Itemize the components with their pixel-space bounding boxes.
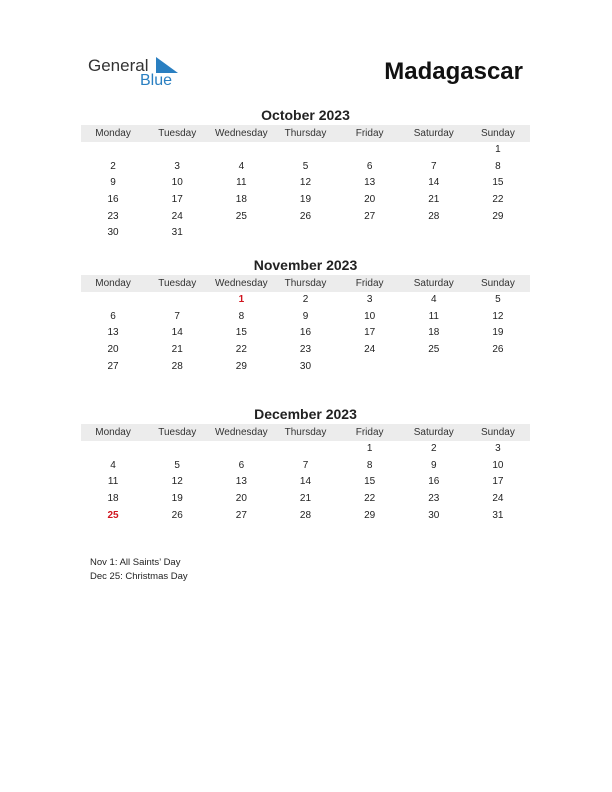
- day-cell: 27: [107, 360, 119, 372]
- weekday-header: Wednesday: [209, 275, 273, 292]
- weekday-header: Tuesday: [145, 275, 209, 292]
- weekday-header: Thursday: [273, 125, 337, 142]
- day-cell: 8: [495, 160, 501, 172]
- day-cell: 4: [430, 294, 437, 305]
- weekday-header: Sunday: [466, 125, 530, 142]
- day-cell: 25: [428, 344, 440, 356]
- day-cell: 25: [235, 210, 247, 222]
- day-cell: 9: [430, 459, 437, 471]
- day-cell: 16: [107, 194, 119, 206]
- day-cell: 23: [428, 493, 440, 505]
- day-cell: 19: [299, 194, 312, 206]
- day-cell: 15: [235, 327, 247, 339]
- day-cell: 7: [302, 459, 309, 471]
- day-cell: 5: [495, 294, 501, 305]
- day-cell: 13: [107, 327, 119, 339]
- general-blue-logo: [88, 56, 188, 92]
- empty-day-cell: [402, 142, 466, 159]
- weekday-header: Monday: [81, 125, 145, 142]
- day-cell: 6: [366, 160, 373, 172]
- day-cell: 28: [171, 360, 183, 372]
- day-cell: 11: [428, 310, 439, 322]
- empty-day-cell: [209, 441, 273, 458]
- calendar-grid: [81, 275, 530, 375]
- day-cell: 20: [235, 493, 247, 505]
- month-title: November 2023: [253, 257, 358, 273]
- day-cell: 17: [171, 194, 183, 206]
- empty-day-cell: [273, 441, 337, 458]
- day-cell: 2: [430, 443, 437, 454]
- day-cell: 4: [110, 459, 116, 471]
- day-cell: 2: [110, 160, 116, 172]
- day-cell: 18: [107, 493, 119, 505]
- day-cell: 14: [428, 177, 440, 189]
- holiday-note: Nov 1: All Saints’ Day: [90, 557, 181, 568]
- day-cell: 11: [236, 177, 247, 189]
- day-cell: 28: [428, 210, 440, 222]
- empty-day-cell: [209, 142, 273, 159]
- day-cell: 24: [364, 344, 376, 356]
- day-cell: 8: [366, 459, 373, 471]
- day-cell: 9: [302, 310, 309, 322]
- day-cell: 4: [238, 160, 245, 172]
- day-cell: 6: [110, 310, 116, 322]
- weekday-header: Sunday: [466, 275, 530, 292]
- empty-day-cell: [145, 142, 209, 159]
- day-cell: 14: [171, 327, 183, 339]
- empty-day-cell: [402, 225, 466, 242]
- day-cell: 16: [428, 476, 440, 488]
- weekday-header: Tuesday: [145, 424, 209, 441]
- day-cell: 10: [171, 177, 183, 189]
- day-cell: 27: [235, 509, 247, 521]
- empty-day-cell: [466, 225, 530, 242]
- holiday-day-cell: 1: [238, 294, 245, 305]
- weekday-header: Thursday: [273, 424, 337, 441]
- day-cell: 12: [492, 310, 504, 322]
- weekday-header: Sunday: [466, 424, 530, 441]
- day-cell: 18: [235, 194, 247, 206]
- empty-day-cell: [273, 225, 337, 242]
- month-october-2023: [81, 106, 530, 242]
- empty-day-cell: [209, 225, 273, 242]
- day-cell: 7: [430, 160, 437, 172]
- day-cell: 21: [171, 344, 183, 356]
- day-cell: 13: [235, 476, 247, 488]
- day-cell: 26: [171, 509, 183, 521]
- month-november-2023: [81, 256, 530, 375]
- month-december-2023: [81, 405, 530, 524]
- day-cell: 22: [235, 344, 247, 356]
- day-cell: 3: [366, 294, 373, 305]
- day-cell: 1: [366, 443, 373, 454]
- country-title: Madagascar: [384, 58, 523, 85]
- day-cell: 13: [364, 177, 376, 189]
- day-cell: 6: [238, 459, 245, 471]
- day-cell: 23: [107, 210, 119, 222]
- day-cell: 12: [171, 476, 183, 488]
- weekday-header: Tuesday: [145, 125, 209, 142]
- day-cell: 5: [174, 459, 180, 471]
- day-cell: 21: [428, 194, 440, 206]
- day-cell: 12: [299, 177, 312, 189]
- day-cell: 11: [107, 476, 119, 488]
- day-cell: 9: [110, 177, 116, 189]
- day-cell: 10: [492, 459, 504, 471]
- empty-day-cell: [145, 292, 209, 309]
- empty-day-cell: [338, 359, 402, 376]
- empty-day-cell: [81, 292, 145, 309]
- weekday-header: Saturday: [402, 125, 466, 142]
- logo-triangle-icon: [156, 57, 178, 73]
- day-cell: 2: [302, 294, 309, 305]
- day-cell: 27: [364, 210, 376, 222]
- calendar-grid: [81, 125, 530, 242]
- weekday-header: Friday: [338, 125, 402, 142]
- day-cell: 29: [235, 360, 247, 372]
- day-cell: 24: [171, 210, 183, 222]
- day-cell: 20: [364, 194, 376, 206]
- day-cell: 22: [492, 194, 504, 206]
- day-cell: 3: [174, 160, 180, 172]
- day-cell: 10: [364, 310, 376, 322]
- day-cell: 29: [364, 509, 376, 521]
- day-cell: 30: [107, 227, 119, 239]
- day-cell: 17: [492, 476, 504, 488]
- weekday-header: Friday: [338, 424, 402, 441]
- weekday-header: Wednesday: [209, 125, 273, 142]
- empty-day-cell: [402, 359, 466, 376]
- empty-day-cell: [145, 441, 209, 458]
- day-cell: 26: [492, 344, 504, 356]
- day-cell: 18: [428, 327, 440, 339]
- day-cell: 15: [492, 177, 504, 189]
- day-cell: 29: [492, 210, 504, 222]
- day-cell: 14: [299, 476, 312, 488]
- empty-day-cell: [338, 142, 402, 159]
- holiday-notes: [90, 556, 188, 584]
- month-title: December 2023: [254, 406, 357, 422]
- weekday-header: Wednesday: [209, 424, 273, 441]
- day-cell: 21: [299, 493, 312, 505]
- empty-day-cell: [338, 225, 402, 242]
- day-cell: 19: [492, 327, 504, 339]
- day-cell: 31: [171, 227, 183, 239]
- day-cell: 20: [107, 344, 119, 356]
- day-cell: 30: [428, 509, 440, 521]
- empty-day-cell: [466, 359, 530, 376]
- weekday-header: Monday: [81, 424, 145, 441]
- day-cell: 15: [364, 476, 376, 488]
- day-cell: 17: [364, 327, 376, 339]
- day-cell: 16: [299, 327, 312, 339]
- day-cell: 8: [238, 310, 245, 322]
- day-cell: 26: [299, 210, 312, 222]
- empty-day-cell: [81, 142, 145, 159]
- empty-day-cell: [273, 142, 337, 159]
- logo-text-general: General: [88, 56, 149, 75]
- weekday-header: Friday: [338, 275, 402, 292]
- day-cell: 22: [364, 493, 376, 505]
- logo-text-blue: Blue: [140, 72, 173, 89]
- month-title: October 2023: [261, 107, 350, 123]
- day-cell: 19: [171, 493, 183, 505]
- holiday-note: Dec 25: Christmas Day: [90, 571, 188, 582]
- calendar-grid: [81, 424, 530, 524]
- day-cell: 3: [495, 443, 501, 454]
- day-cell: 7: [174, 310, 180, 322]
- weekday-header: Thursday: [273, 275, 337, 292]
- day-cell: 23: [299, 344, 312, 356]
- day-cell: 31: [492, 509, 504, 521]
- weekday-header: Monday: [81, 275, 145, 292]
- empty-day-cell: [81, 441, 145, 458]
- day-cell: 5: [302, 160, 309, 172]
- holiday-day-cell: 25: [107, 509, 119, 521]
- day-cell: 28: [299, 509, 312, 521]
- weekday-header: Saturday: [402, 424, 466, 441]
- day-cell: 30: [299, 360, 312, 372]
- day-cell: 1: [495, 144, 501, 155]
- weekday-header: Saturday: [402, 275, 466, 292]
- day-cell: 24: [492, 493, 504, 505]
